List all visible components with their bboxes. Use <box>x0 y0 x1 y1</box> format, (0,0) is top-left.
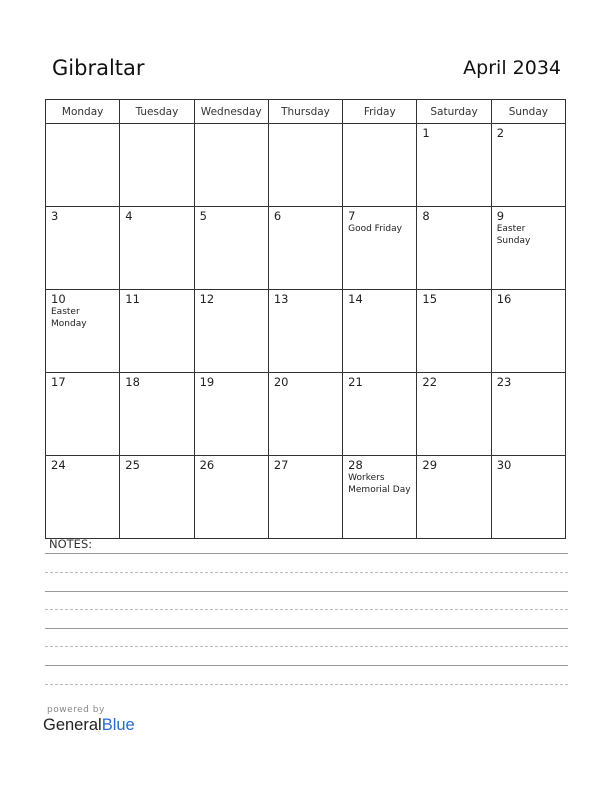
day-cell <box>268 207 342 290</box>
day-cell <box>46 207 120 290</box>
day-cell <box>491 373 565 456</box>
day-cell <box>268 373 342 456</box>
day-cell <box>46 290 120 373</box>
day-cell <box>343 124 417 207</box>
day-cell <box>417 373 491 456</box>
day-cell <box>194 207 268 290</box>
day-number: 12 <box>199 292 215 306</box>
notes-line <box>45 553 568 554</box>
day-cell <box>120 124 194 207</box>
generalblue-logo <box>43 716 135 735</box>
day-number: 29 <box>422 458 438 472</box>
calendar-grid <box>45 99 566 539</box>
weekday-sunday: Sunday <box>491 100 565 124</box>
day-number: 19 <box>199 375 215 389</box>
notes-line <box>45 591 568 592</box>
week-row <box>46 207 566 290</box>
day-number: 9 <box>496 209 505 223</box>
day-cell <box>417 124 491 207</box>
month-year-title: April 2034 <box>463 57 561 79</box>
day-cell <box>417 290 491 373</box>
day-number: 14 <box>348 292 363 306</box>
day-cell <box>120 373 194 456</box>
notes-line <box>45 665 568 666</box>
notes-line <box>45 572 568 573</box>
day-number: 11 <box>125 292 140 306</box>
day-cell <box>194 373 268 456</box>
day-cell <box>268 456 342 539</box>
day-cell <box>491 207 565 290</box>
country-title: Gibraltar <box>52 56 145 80</box>
powered-by-text: powered by <box>47 705 105 715</box>
weekday-tuesday: Tuesday <box>120 100 194 124</box>
week-row <box>46 373 566 456</box>
day-cell <box>120 207 194 290</box>
day-number: 22 <box>422 375 438 389</box>
weekday-wednesday: Wednesday <box>194 100 268 124</box>
day-cell <box>46 456 120 539</box>
day-cell <box>194 456 268 539</box>
day-number: 18 <box>125 375 140 389</box>
day-cell <box>417 456 491 539</box>
day-number: 1 <box>422 126 430 140</box>
day-number: 2 <box>496 126 505 140</box>
day-number: 8 <box>422 209 430 223</box>
day-number: 23 <box>496 375 512 389</box>
day-cell <box>491 456 565 539</box>
day-number: 5 <box>199 209 207 223</box>
holiday-label: Workers Memorial Day <box>348 473 411 495</box>
day-cell <box>491 290 565 373</box>
day-cell <box>268 290 342 373</box>
day-cell <box>343 373 417 456</box>
day-number: 28 <box>348 458 363 472</box>
week-row <box>46 290 566 373</box>
day-cell <box>194 290 268 373</box>
day-number: 24 <box>51 458 66 472</box>
holiday-label: Good Friday <box>348 224 402 234</box>
day-cell <box>343 456 417 539</box>
holiday-label: Easter Monday <box>51 307 87 329</box>
notes-label: NOTES: <box>49 537 93 551</box>
day-number: 10 <box>51 292 66 306</box>
day-cell <box>491 124 565 207</box>
day-cell <box>46 124 120 207</box>
brand-general: General <box>43 716 102 734</box>
weekday-thursday: Thursday <box>268 100 342 124</box>
day-cell <box>417 207 491 290</box>
day-number: 4 <box>125 209 133 223</box>
day-number: 6 <box>273 209 282 223</box>
week-row <box>46 124 566 207</box>
day-cell <box>120 290 194 373</box>
day-number: 26 <box>199 458 215 472</box>
weekday-saturday: Saturday <box>417 100 491 124</box>
holiday-label: Easter Sunday <box>496 224 531 246</box>
notes-line <box>45 684 568 685</box>
notes-line <box>45 609 568 610</box>
day-number: 25 <box>125 458 140 472</box>
day-number: 17 <box>51 375 66 389</box>
week-row <box>46 456 566 539</box>
day-number: 20 <box>273 375 289 389</box>
day-number: 16 <box>496 292 512 306</box>
day-number: 15 <box>422 292 438 306</box>
day-cell <box>194 124 268 207</box>
day-cell <box>46 373 120 456</box>
weekday-header-row <box>46 100 566 124</box>
day-cell <box>343 290 417 373</box>
day-cell <box>343 207 417 290</box>
weekday-friday: Friday <box>343 100 417 124</box>
day-cell <box>268 124 342 207</box>
notes-line <box>45 646 568 647</box>
day-number: 21 <box>348 375 363 389</box>
day-number: 3 <box>51 209 59 223</box>
weekday-monday: Monday <box>46 100 120 124</box>
day-number: 7 <box>348 209 356 223</box>
day-number: 27 <box>273 458 289 472</box>
day-number: 30 <box>496 458 512 472</box>
day-number: 13 <box>273 292 289 306</box>
notes-line <box>45 628 568 629</box>
brand-blue: Blue <box>101 716 135 734</box>
day-cell <box>120 456 194 539</box>
